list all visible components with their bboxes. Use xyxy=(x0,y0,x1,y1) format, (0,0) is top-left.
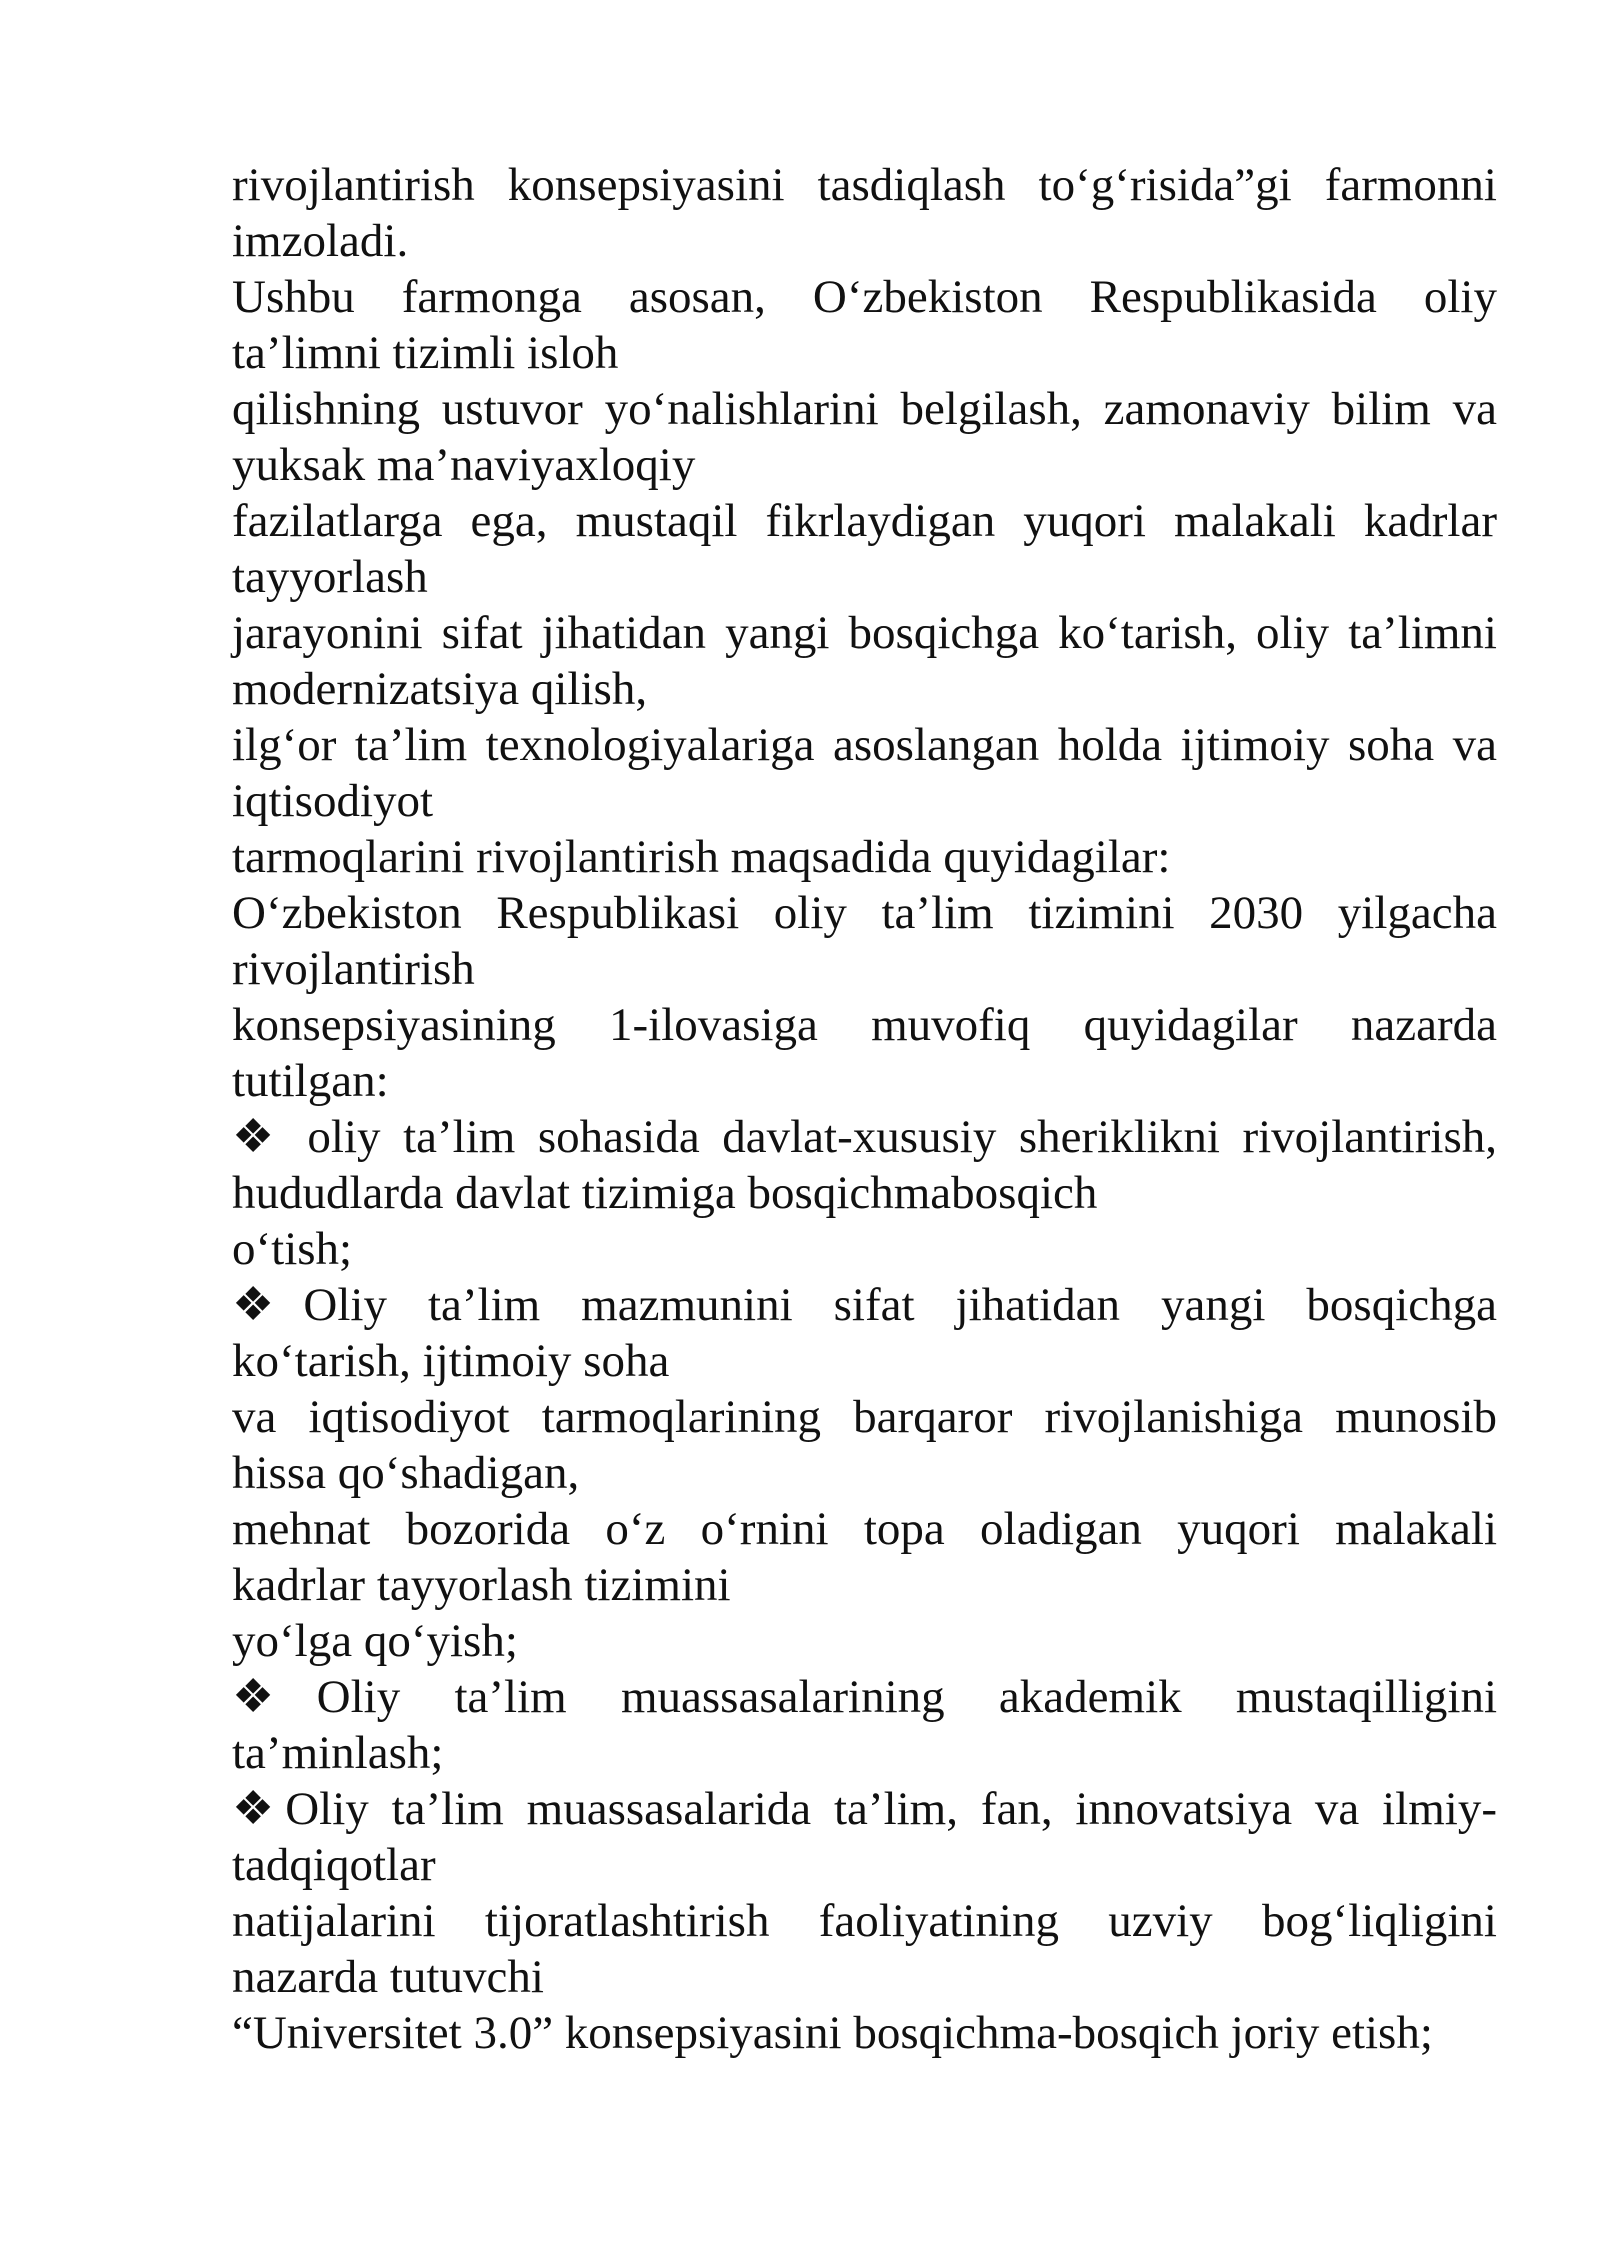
paragraph xyxy=(232,717,1497,829)
text-line: “Universitet 3.0” konsepsiyasini bosqichma-bosqich joriy etish; xyxy=(232,2007,1433,2059)
text-line: yuksak ma’naviyaxloqiy xyxy=(232,439,696,491)
text-line: modernizatsiya qilish, xyxy=(232,663,648,715)
text-line: ilg‘or ta’lim texnologiyalariga asoslangan holda ijtimoiy soha va xyxy=(232,719,1497,771)
text-line: va iqtisodiyot tarmoqlarining barqaror rivojlanishiga munosib xyxy=(232,1391,1497,1443)
text-line: iqtisodiyot xyxy=(232,775,434,827)
text-line: ko‘tarish, ijtimoiy soha xyxy=(232,1335,670,1387)
text-line: natijalarini tijoratlashtirish faoliyatining uzviy bog‘liqligini xyxy=(232,1895,1497,1947)
text-line: tadqiqotlar xyxy=(232,1839,436,1891)
text-line: tutilgan: xyxy=(232,1055,389,1107)
paragraph xyxy=(232,1501,1497,1613)
paragraph xyxy=(232,605,1497,717)
text-line: imzoladi. xyxy=(232,215,409,267)
paragraph xyxy=(232,381,1497,493)
paragraph xyxy=(232,269,1497,381)
text-line: nazarda tutuvchi xyxy=(232,1951,544,2003)
text-line: o‘tish; xyxy=(232,1223,353,1275)
text-line: ta’limni tizimli isloh xyxy=(232,327,619,379)
paragraph xyxy=(232,1221,1497,1277)
bullet-paragraph xyxy=(232,1781,1497,1893)
text-line: ❖Oliy ta’lim mazmunini sifat jihatidan yangi bosqichga xyxy=(232,1279,1497,1331)
paragraph xyxy=(232,1613,1497,1669)
bullet-paragraph xyxy=(232,1669,1497,1781)
text-line: rivojlantirish xyxy=(232,943,475,995)
text-line: ❖ oliy ta’lim sohasida davlat-xususiy sheriklikni rivojlantirish, xyxy=(232,1111,1497,1163)
paragraph xyxy=(232,829,1497,885)
text-line: yo‘lga qo‘yish; xyxy=(232,1615,518,1667)
text-line: ❖Oliy ta’lim muassasalarida ta’lim, fan, innovatsiya va ilmiy- xyxy=(232,1783,1497,1835)
text-line: hissa qo‘shadigan, xyxy=(232,1447,580,1499)
paragraph xyxy=(232,2005,1497,2061)
paragraph xyxy=(232,997,1497,1109)
text-line: ❖Oliy ta’lim muassasalarining akademik mustaqilligini xyxy=(232,1671,1497,1723)
text-line: mehnat bozorida o‘z o‘rnini topa oladigan yuqori malakali xyxy=(232,1503,1497,1555)
text-line: tarmoqlarini rivojlantirish maqsadida quyidagilar: xyxy=(232,831,1171,883)
text-line: kadrlar tayyorlash tizimini xyxy=(232,1559,731,1611)
bullet-paragraph xyxy=(232,1277,1497,1389)
text-line: tayyorlash xyxy=(232,551,428,603)
text-line: konsepsiyasining 1-ilovasiga muvofiq quyidagilar nazarda xyxy=(232,999,1497,1051)
paragraph xyxy=(232,1389,1497,1501)
paragraph xyxy=(232,1893,1497,2005)
text-line: O‘zbekiston Respublikasi oliy ta’lim tizimini 2030 yilgacha xyxy=(232,887,1497,939)
body-text xyxy=(232,157,1497,2061)
text-line: rivojlantirish konsepsiyasini tasdiqlash to‘g‘risida”gi farmonni xyxy=(232,159,1497,211)
text-line: ta’minlash; xyxy=(232,1727,444,1779)
text-line: hududlarda davlat tizimiga bosqichmabosqich xyxy=(232,1167,1098,1219)
bullet-paragraph xyxy=(232,1109,1497,1221)
text-line: qilishning ustuvor yo‘nalishlarini belgilash, zamonaviy bilim va xyxy=(232,383,1497,435)
text-line: Ushbu farmonga asosan, O‘zbekiston Respublikasida oliy xyxy=(232,271,1497,323)
text-line: fazilatlarga ega, mustaqil fikrlaydigan yuqori malakali kadrlar xyxy=(232,495,1497,547)
text-line: jarayonini sifat jihatidan yangi bosqichga ko‘tarish, oliy ta’limni xyxy=(232,607,1497,659)
paragraph xyxy=(232,157,1497,269)
paragraph xyxy=(232,493,1497,605)
paragraph xyxy=(232,885,1497,997)
